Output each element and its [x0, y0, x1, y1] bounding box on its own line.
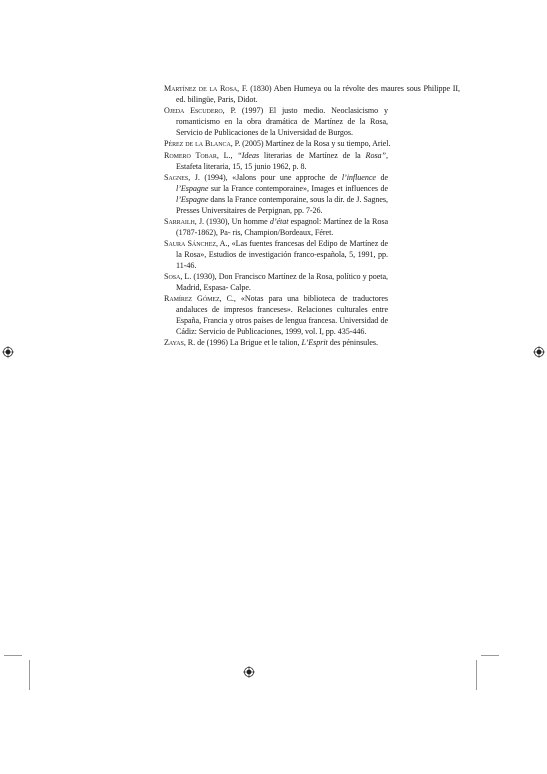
bibliography-entry — [164, 272, 388, 294]
entry-author: Pérez de la Blanca — [164, 139, 231, 149]
entry-italic-text: Rosa” — [365, 150, 386, 160]
entry-italic-text: d’état — [269, 216, 289, 226]
bibliography-entry — [164, 294, 388, 338]
entry-text: , J. (1994), «Jalons pour une approche de — [188, 172, 342, 182]
entry-author: Sagnes — [164, 172, 189, 182]
entry-author: Ramírez Gómez — [164, 294, 220, 304]
entry-text: , P. (1997) El justo medio. Neoclasicismo y romanticismo en la obra dramática de Martínez de la Rosa, Servicio de Publicaciones de la Universidad de Burgos. — [176, 106, 388, 138]
entry-author: Romero Tobar — [164, 150, 217, 160]
bibliography-entry — [164, 106, 388, 139]
bibliography-entry — [164, 217, 388, 239]
entry-text: , A., «Las fuentes francesas del Edipo de Martínez de la Rosa», Estudios de investigación franco-española, 5, 1991, pp. 11-46. — [176, 239, 388, 270]
bibliography-entry — [164, 338, 460, 349]
entry-text: , L. (1930), Don Francisco Martínez de la Rosa, político y poeta, Madrid, Espasa- Calpe. — [176, 272, 388, 293]
entry-text: dans la France contemporaine, sous la dir. de J. Sagnes, Presses Universitaires de Perpignan, pp. 7-26. — [176, 194, 388, 215]
entry-text: , C., «Notas para una biblioteca de traductores andaluces de impresos franceses». Relaciones culturales entre España, Francia y otros países de lengua francesa. Universidad de Cádiz: Servicio de Publicaciones, 1999, vol. I, pp. 435-446. — [176, 294, 388, 337]
entry-text: , F. (1830) Aben Humeya ou la révolte des maures sous Philippe II, ed. bilingüe, Paris, Didot. — [176, 84, 460, 104]
bibliography-entry — [164, 84, 460, 106]
entry-text: , L., — [216, 150, 238, 160]
entry-text: espagnol: Martínez de la Rosa (1787-1862), Pa- ris, Champion/Bordeaux, Féret. — [176, 216, 388, 237]
registration-mark-icon — [243, 666, 255, 678]
entry-text: de — [375, 172, 388, 182]
entry-text: des péninsules. — [327, 338, 378, 348]
crop-mark — [4, 655, 22, 656]
bibliography-entry — [164, 139, 432, 150]
entry-author: Martínez de la Rosa — [164, 84, 238, 93]
bibliography-entry — [164, 173, 388, 217]
entry-text: , P. (2005) Martínez de la Rosa y su tiempo, Ariel. — [230, 139, 391, 149]
entry-author: Sosa — [164, 272, 181, 282]
entry-author: Ojeda Escudero — [164, 106, 223, 116]
entry-italic-text: L’Esprit — [301, 338, 328, 348]
bibliography-entry — [164, 239, 388, 272]
registration-mark-icon — [533, 346, 545, 358]
entry-italic-text: l’Espagne — [176, 194, 209, 204]
crop-mark — [29, 660, 30, 690]
registration-mark-icon — [2, 346, 14, 358]
entry-italic-text: “Ideas — [237, 150, 260, 160]
entry-author: Sarrailh — [164, 216, 195, 226]
entry-text: , J. (1930), Un homme — [194, 216, 270, 226]
entry-italic-text: l’Espagne — [176, 183, 209, 193]
bibliography-entry — [164, 151, 388, 173]
entry-text: sur la France contemporaine», Images et influences de — [208, 183, 388, 193]
entry-author: Saura Sánchez — [164, 239, 216, 249]
bibliography-list — [164, 84, 460, 350]
entry-text: , R. de (1996) La Brigue et le talion, — [183, 338, 302, 348]
crop-mark — [476, 660, 477, 690]
entry-italic-text: l’influence — [341, 172, 376, 182]
entry-author: Zayas — [164, 338, 184, 348]
entry-text: literarias de Martínez de la — [259, 150, 366, 160]
entry-text: , Estafeta literaria, 15, 15 junio 1962, p. 8. — [176, 150, 388, 171]
crop-mark — [481, 655, 499, 656]
